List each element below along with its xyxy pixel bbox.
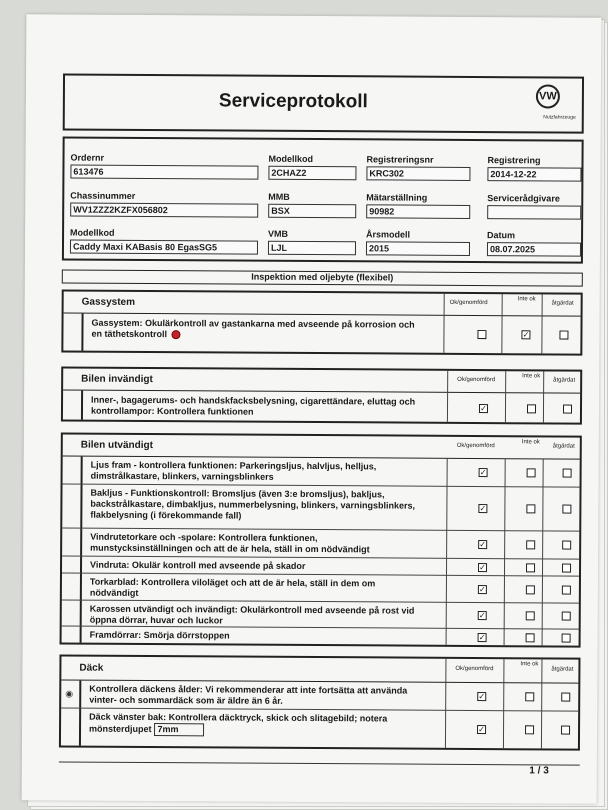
section-bilen-invandigt bbox=[61, 366, 582, 424]
checkbox-ok[interactable]: ✓ bbox=[479, 585, 486, 595]
row-text: Inner-, bagagerums- och handskfacksbelysning, cigarettändare, eluttag och kontrollampor: Kontrollera funktionen bbox=[90, 394, 416, 417]
checkbox-ok[interactable]: ✓ bbox=[478, 611, 486, 621]
field-label: Registrering bbox=[487, 155, 541, 166]
section-gassystem bbox=[61, 289, 582, 355]
field-label: Datum bbox=[487, 230, 516, 241]
field-label: Ordernr bbox=[70, 152, 105, 163]
inspection-type: Inspektion med oljebyte (flexibel) bbox=[62, 269, 583, 286]
field-label: VMB bbox=[268, 228, 289, 239]
row-text: Framdörrar: Smörja dörrstoppen bbox=[89, 629, 230, 641]
col-ok-header: Ok/genomförd bbox=[455, 665, 494, 673]
checkbox-not-ok[interactable] bbox=[527, 404, 536, 413]
checklist-row bbox=[63, 313, 580, 355]
checklist-row bbox=[61, 708, 578, 750]
checkbox-not-ok[interactable] bbox=[526, 633, 535, 642]
col-ok-header: Ok/genomförd bbox=[457, 376, 496, 384]
checkbox-ok[interactable]: ✓ bbox=[479, 468, 487, 478]
checkbox-not-ok[interactable] bbox=[527, 468, 536, 477]
checkbox-not-ok[interactable] bbox=[526, 611, 535, 620]
field-value: 2015 bbox=[366, 241, 470, 256]
field-value: 08.07.2025 bbox=[487, 242, 581, 257]
checkbox-fixed[interactable] bbox=[559, 331, 568, 340]
col-fixed-header: åtgärdat bbox=[553, 377, 576, 384]
col-ok-header: Ok/genomförd bbox=[449, 299, 488, 307]
section-title: Bilen utvändigt bbox=[80, 439, 154, 452]
checklist-row bbox=[62, 484, 579, 531]
field-value: Caddy Maxi KABasis 80 EgasSG5 bbox=[70, 240, 258, 255]
checkbox-fixed[interactable] bbox=[562, 505, 571, 514]
field-value: 613476 bbox=[70, 165, 258, 180]
row-text: Bakljus - Funktionskontroll: Bromsljus (även 3:e bromsljus), bakljus, backstrålkastare, dimbakljus, nummerbelysning, blinkers, varningsblinkers, flakbelysning (i förekommande fall) bbox=[90, 487, 416, 521]
footer-rule bbox=[59, 761, 580, 765]
field-value: KRC302 bbox=[366, 166, 470, 181]
checkbox-ok[interactable]: ✓ bbox=[479, 563, 486, 573]
checkbox-not-ok[interactable] bbox=[526, 585, 535, 594]
checkbox-ok[interactable]: ✓ bbox=[480, 404, 487, 414]
checkbox-fixed[interactable] bbox=[562, 564, 571, 573]
vw-logo-icon: VW bbox=[536, 84, 560, 108]
field-label: Chassinummer bbox=[70, 190, 136, 201]
section-bilen-utvandigt bbox=[60, 432, 582, 647]
col-ok-header: Ok/genomförd bbox=[456, 442, 495, 450]
checkbox-not-ok[interactable] bbox=[526, 540, 535, 549]
checkbox-fixed[interactable] bbox=[562, 586, 571, 595]
page-number: 1 / 3 bbox=[529, 765, 549, 777]
checkbox-fixed[interactable] bbox=[562, 634, 571, 643]
checklist-row bbox=[62, 528, 579, 559]
section-header bbox=[61, 656, 578, 683]
col-not-ok-header: Inte ok bbox=[517, 296, 536, 303]
checkbox-ok[interactable]: ✓ bbox=[478, 725, 485, 735]
row-text: Torkarblad: Kontrollera viloläget och att de är hela, ställ in dem om nödvändigt bbox=[89, 576, 376, 598]
checkbox-fixed[interactable] bbox=[563, 469, 572, 478]
checkbox-not-ok[interactable] bbox=[525, 692, 534, 701]
field-label: Årsmodell bbox=[366, 229, 411, 240]
col-not-ok-header: Inte ok bbox=[521, 439, 540, 446]
field-value bbox=[487, 205, 581, 220]
page-title: Serviceprotokoll bbox=[218, 90, 368, 113]
row-text: Vindrutetorkare och -spolare: Kontrollera funktionen, munstycksinställningen och att de är hela, ställ in om nödvändigt bbox=[90, 531, 370, 555]
field-label: Mätarställning bbox=[366, 192, 428, 203]
checklist-row bbox=[61, 680, 578, 711]
eye-icon: ◉ bbox=[65, 688, 74, 699]
section-title: Bilen invändigt bbox=[81, 373, 153, 386]
red-sticker-icon bbox=[171, 330, 180, 339]
checkbox-not-ok[interactable] bbox=[526, 504, 535, 513]
field-value: LJL bbox=[268, 241, 356, 256]
checkbox-ok[interactable] bbox=[477, 330, 486, 339]
checkbox-not-ok[interactable] bbox=[525, 725, 534, 734]
row-text: Kontrollera däckens ålder: Vi rekommenderar att inte fortsätta att använda vinter- och sommardäck som är äldre än 6 år. bbox=[89, 683, 408, 706]
checkbox-fixed[interactable] bbox=[561, 726, 570, 735]
row-text: Ljus fram - kontrollera funktionen: Parkeringsljus, halvljus, helljus, dimstrålkastare, blinkers, varningsblinkers bbox=[90, 459, 377, 482]
row-text: Däck vänster bak: Kontrollera däcktryck, skick och slitagebild; notera mönsterdjupet 7mm bbox=[89, 712, 419, 738]
field-label: Servicerådgivare bbox=[487, 193, 560, 204]
checkbox-ok[interactable]: ✓ bbox=[479, 504, 487, 514]
col-fixed-header: åtgärdat bbox=[551, 666, 574, 673]
checkbox-ok[interactable]: ✓ bbox=[478, 692, 486, 702]
field-label: MMB bbox=[268, 191, 290, 202]
checklist-row bbox=[62, 573, 579, 603]
checklist-row bbox=[62, 626, 579, 647]
field-label: Modellkod bbox=[70, 227, 115, 238]
section-header bbox=[64, 291, 581, 316]
section-header bbox=[63, 434, 580, 459]
field-value: 2014-12-22 bbox=[487, 167, 581, 182]
checkbox-ok[interactable]: ✓ bbox=[479, 540, 487, 550]
row-text: Gassystem: Okulärkontroll av gastankarna med avseende på korrosion och en täthetskontroll bbox=[91, 317, 415, 340]
col-fixed-header: åtgärdat bbox=[551, 300, 574, 307]
field-value: 2CHAZ2 bbox=[268, 166, 356, 181]
col-fixed-header: åtgärdat bbox=[552, 443, 575, 450]
row-text: Vindruta: Okulär kontroll med avseende på skador bbox=[90, 559, 306, 571]
checkbox-fixed[interactable] bbox=[563, 405, 572, 414]
col-not-ok-header: Inte ok bbox=[522, 373, 541, 380]
checklist-row bbox=[63, 390, 580, 424]
field-label: Registreringsnr bbox=[366, 154, 434, 165]
section-title: Däck bbox=[79, 662, 104, 674]
header-box bbox=[63, 73, 584, 133]
tread-depth-value: 7mm bbox=[154, 723, 204, 736]
section-header bbox=[63, 368, 580, 393]
checkbox-fixed[interactable] bbox=[562, 612, 571, 621]
vehicle-info-box bbox=[62, 136, 584, 263]
checkbox-ok[interactable]: ✓ bbox=[478, 633, 486, 643]
field-label: Modellkod bbox=[268, 153, 314, 165]
field-value: BSX bbox=[268, 204, 356, 219]
checklist-row bbox=[63, 456, 580, 487]
brand-subtitle: Nutzfahrzeuge bbox=[543, 114, 576, 121]
section-dack bbox=[59, 654, 581, 750]
checkbox-fixed[interactable] bbox=[562, 541, 571, 550]
checkbox-not-ok[interactable] bbox=[526, 563, 535, 572]
field-value: WV1ZZZ2KZFX056802 bbox=[70, 203, 258, 218]
document-page bbox=[22, 14, 602, 803]
section-title: Gassystem bbox=[81, 296, 136, 308]
row-text: Karossen utvändigt och invändigt: Okulärkontroll med avseende på rost vid öppna dörrar, huvar och luckor bbox=[89, 603, 415, 626]
checklist-row bbox=[62, 600, 579, 629]
field-value: 90982 bbox=[366, 204, 470, 219]
checkbox-fixed[interactable] bbox=[561, 693, 570, 702]
checkbox-not-ok[interactable]: ✓ bbox=[522, 330, 530, 340]
col-not-ok-header: Inte ok bbox=[520, 661, 539, 668]
